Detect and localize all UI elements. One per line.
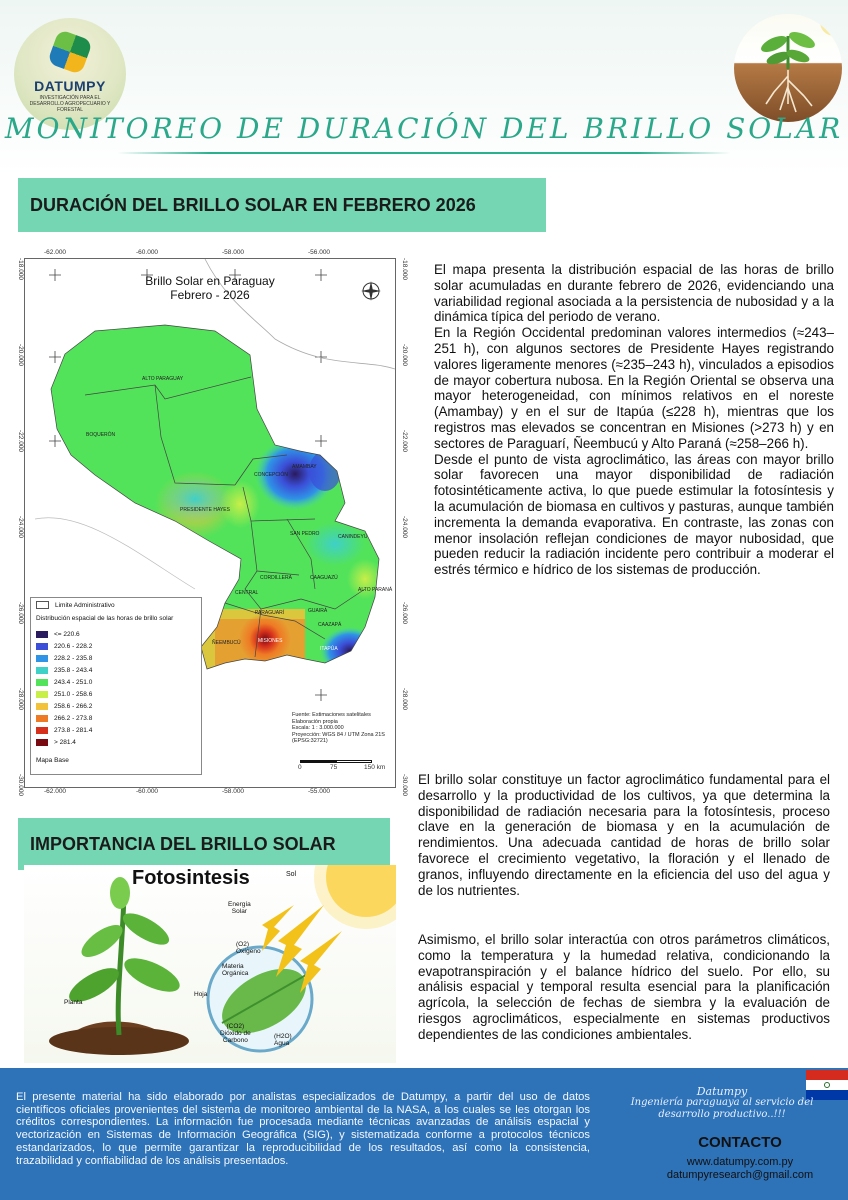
legend-swatch [36, 655, 48, 662]
legend-class-label: 258.6 - 266.2 [54, 703, 93, 710]
lat-tick-label: -26.000 [401, 602, 408, 625]
legend-swatch [36, 631, 48, 638]
scale-label: 150 km [364, 764, 386, 771]
logo-name: DATUMPY [34, 78, 106, 94]
lat-tick-label: -26.000 [17, 602, 24, 625]
legend-class-label: > 281.4 [54, 739, 76, 746]
photo-label-h2o: (H2O) Agua [274, 1033, 292, 1047]
source-line: Fuente: Estimaciones satelitales [292, 712, 371, 718]
lat-tick-label: -24.000 [17, 516, 24, 539]
map-title-line2: Febrero - 2026 [170, 288, 250, 302]
photo-label-co2: (CO2) Dióxido de Carbono [220, 1023, 251, 1044]
photo-label-sol: Sol [286, 871, 297, 878]
footer-brand: Datumpy [696, 1085, 748, 1098]
region-label: CENTRAL [235, 590, 259, 596]
section-heading-map: DURACIÓN DEL BRILLO SOLAR EN FEBRERO 2026 [18, 178, 546, 232]
legend-swatch [36, 601, 49, 609]
legend-class-row [36, 714, 92, 724]
title-divider [118, 152, 730, 154]
legend-admin-row [36, 601, 115, 611]
region-label: PRESIDENTE HAYES [180, 507, 230, 513]
contact-email-link[interactable]: datumpyresearch@gmail.com [666, 1169, 814, 1181]
sprout-icon [734, 14, 842, 122]
source-line: (EPSG:32721) [292, 738, 328, 744]
region-label: PARAGUARÍ [255, 610, 285, 616]
north-arrow-icon [360, 280, 382, 302]
logo-mark [47, 29, 93, 75]
photo-label-materia: Materia Orgánica [222, 963, 249, 977]
region-label: GUAIRÁ [308, 608, 328, 614]
lat-tick-label: -22.000 [401, 430, 408, 453]
legend-swatch [36, 727, 48, 734]
legend-class-row [36, 726, 92, 736]
lat-tick-label: -22.000 [17, 430, 24, 453]
region-label: BOQUERÓN [86, 432, 116, 438]
page-title: MONITOREO DE DURACIÓN DEL BRILLO SOLAR [4, 112, 844, 145]
section-heading-importance: IMPORTANCIA DEL BRILLO SOLAR [18, 818, 390, 870]
legend-base-label: Mapa Base [36, 757, 69, 764]
legend-class-row [36, 666, 92, 676]
photosynthesis-illustration [24, 865, 396, 1063]
lat-tick-label: -24.000 [401, 516, 408, 539]
lat-tick-label: -28.000 [17, 688, 24, 711]
lat-tick-label: -28.000 [401, 688, 408, 711]
lat-tick-label: -20.000 [401, 344, 408, 367]
source-line: Elaboración propia [292, 718, 338, 725]
lon-tick-label: -58.000 [222, 788, 245, 795]
header-background [0, 0, 848, 175]
legend-class-label: 243.4 - 251.0 [54, 679, 93, 686]
region-label: ALTO PARAGUAY [142, 376, 184, 382]
legend-swatch [36, 691, 48, 698]
map-title [120, 274, 300, 302]
photo-label-planta: Planta [64, 999, 83, 1006]
lon-tick-label: -62.000 [44, 788, 67, 795]
region-label: ALTO PARANÁ [358, 587, 393, 593]
legend-class-label: 251.0 - 258.6 [54, 691, 93, 698]
legend-class-row [36, 642, 92, 652]
map-legend [30, 597, 202, 775]
lat-tick-label: -18.000 [17, 258, 24, 281]
legend-swatch [36, 667, 48, 674]
legend-class-row [36, 702, 92, 712]
lon-tick-label: -56.000 [308, 249, 331, 256]
legend-class-label: 220.6 - 228.2 [54, 643, 93, 650]
region-label: CORDILLERA [260, 575, 292, 581]
region-label: CANINDEYÚ [338, 534, 368, 540]
legend-class-label: 228.2 - 235.8 [54, 655, 93, 662]
legend-class-label: 266.2 - 273.8 [54, 715, 93, 722]
region-label: CAAGUAZÚ [310, 575, 338, 581]
footer-motto: Ingeniería paraguaya al servicio del desarrollo productivo..!!! [630, 1097, 814, 1120]
map-title-line1: Brillo Solar en Paraguay [145, 274, 275, 288]
legend-title: Distribución espacial de las horas de brillo solar [36, 615, 174, 622]
source-line: Proyección: WGS 84 / UTM Zona 21S [292, 731, 385, 738]
photo-title: Fotosintesis [132, 867, 250, 889]
region-label: CAAZAPÁ [318, 622, 342, 628]
legend-swatch [36, 679, 48, 686]
map-description-text: El mapa presenta la distribución espacial de las horas de brillo solar acumuladas en durante febrero de 2026, evidenciando una variabilidad regional asociada a la persistencia de nubosidad y a la dinámica típica del periodo de verano. En la Región Occidental predominan valores intermedios (≈243–251 h), con algunos sectores de Presidente Hayes registrando valores ligeramente menores (≈235–243 h), vinculados a episodios de mayor cobertura nubosa. En la Región Oriental se observa una mayor heterogeneidad, con mínimos relativos en el noreste (Amambay) y en el sur de Itapúa (≤228 h), mientras que los registros mas elevados se concentran en Misiones (>273 h) y en sectores de Paraguarí, Ñeembucú y Alto Paraná (≈258–266 h). Desde el punto de vista agroclimático, las áreas con mayor brillo solar favorecen una mayor disponibilidad de radiación fotosintéticamente activa, lo que puede estimular la fotosíntesis y la acumulación de biomasa en cultivos y pasturas, aunque también incrementa la demanda evaporativa. En contraste, las zonas con menor insolación reflejan condiciones de mayor nubosidad, que pueden reducir la radiación incidente pero contribuir a moderar el estrés térmico e hídrico de los sistemas de producción. [434, 262, 834, 578]
legend-admin-label: Limite Administrativo [55, 602, 115, 609]
region-label: ITAPÚA [320, 646, 338, 652]
scale-label: 75 [330, 764, 338, 771]
scale-segment [336, 760, 372, 763]
region-label: MISIONES [258, 638, 283, 644]
lat-tick-label: -30.000 [401, 774, 408, 797]
logo-subtitle: INVESTIGACIÓN PARA EL DESARROLLO AGROPECUARIO Y FORESTAL [29, 95, 111, 113]
photo-label-o2: (O2) Oxígeno [236, 941, 261, 955]
lon-tick-label: -58.000 [222, 249, 245, 256]
lon-tick-label: -55.000 [308, 788, 331, 795]
lon-tick-label: -60.000 [136, 249, 159, 256]
legend-class-row [36, 654, 92, 664]
legend-swatch [36, 643, 48, 650]
map-description [434, 262, 834, 578]
source-line: Escala: 1 : 3.000.000 [292, 725, 344, 731]
contact-heading: CONTACTO [698, 1134, 782, 1151]
lat-tick-label: -30.000 [17, 774, 24, 797]
legend-class-row [36, 630, 80, 640]
map-source [292, 712, 412, 745]
region-label: CONCEPCIÓN [254, 472, 288, 478]
lat-tick-label: -18.000 [401, 258, 408, 281]
legend-class-label: 235.8 - 243.4 [54, 667, 93, 674]
photo-label-energia: Energía Solar [228, 901, 251, 915]
region-label: AMAMBAY [292, 464, 317, 470]
legend-class-label: <= 220.6 [54, 631, 80, 638]
importance-paragraph-1: El brillo solar constituye un factor agroclimático fundamental para el desarrollo y la productividad de los cultivos, ya que determina la disponibilidad de radiación necesaria para la fotosíntesis, proceso clave en la generación de biomasa y en la acumulación de rendimientos. Una adecuada cantidad de horas de brillo solar favorece el crecimiento vegetativo, la floración y el llenado de granos, influyendo directamente en la eficiencia del uso del agua y de los nutrientes. [418, 772, 830, 898]
scale-segment [300, 760, 336, 763]
scale-label: 0 [298, 764, 302, 771]
legend-swatch [36, 739, 48, 746]
legend-class-row [36, 678, 92, 688]
legend-class-row [36, 690, 92, 700]
lon-tick-label: -60.000 [136, 788, 159, 795]
importance-paragraph-2: Asimismo, el brillo solar interactúa con otros parámetros climáticos, como la temperatura y la humedad relativa, condicionando la evapotranspiración y el balance hídrico del suelo. Por ello, su análisis espacial y temporal resulta esencial para la planificación agrícola, la selección de fechas de siembra y la evaluación de riesgos agroclimáticos, especialmente en sistemas productivos dependientes de las condiciones ambientales. [418, 932, 830, 1042]
region-label: ÑEEMBUCÚ [212, 640, 241, 646]
lon-tick-label: -62.000 [44, 249, 67, 256]
legend-swatch [36, 703, 48, 710]
legend-swatch [36, 715, 48, 722]
plant-icon [24, 865, 396, 1063]
legend-class-row [36, 738, 76, 748]
lat-tick-label: -20.000 [17, 344, 24, 367]
contact-website-link[interactable]: www.datumpy.com.py [686, 1156, 794, 1168]
footer-disclaimer: El presente material ha sido elaborado por analistas especializados de Datumpy, a partir del uso de datos científicos oficiales provenientes del sistema de monitoreo ambiental de la NASA, a los cuales se les otorgan los créditos correspondientes. La información fue procesada mediante técnicas avanzadas de análisis espacial y vectorización en Sistemas de Información Geográfica (SIG), y sistematizada conforme a protocolos técnicos estandarizados, lo que permite garantizar la reproducibilidad de los resultados, así como la consistencia, trazabilidad y confiabilidad de los análisis presentados. [16, 1091, 590, 1167]
photo-label-hoja: Hoja [194, 991, 208, 998]
legend-class-label: 273.8 - 281.4 [54, 727, 93, 734]
scale-bar [300, 760, 400, 778]
region-label: SAN PEDRO [290, 531, 320, 537]
